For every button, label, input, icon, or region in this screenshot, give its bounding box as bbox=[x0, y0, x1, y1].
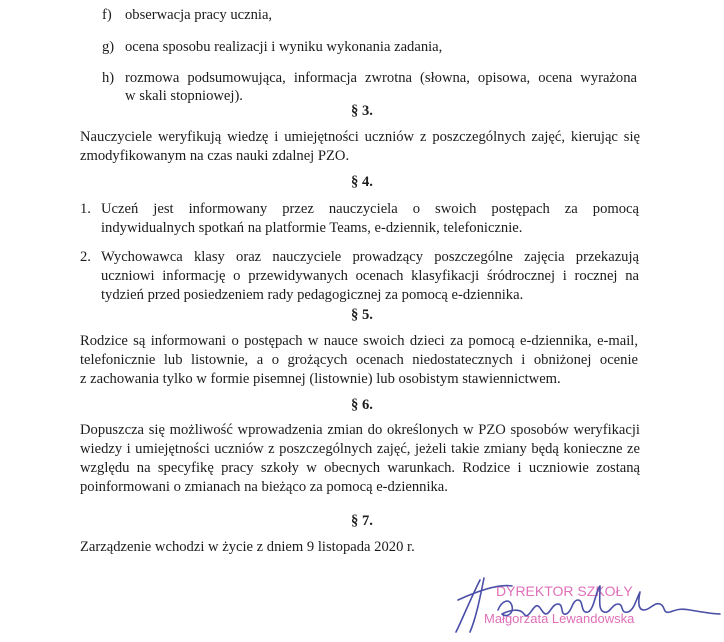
signature-stroke bbox=[456, 578, 512, 632]
section-heading-3: § 3. bbox=[351, 103, 373, 119]
list-label-h: h) bbox=[102, 70, 115, 86]
stamp-title: DYREKTOR SZKOŁY bbox=[496, 583, 633, 599]
list-item-h-line1: rozmowa podsumowująca, informacja zwrotna (słowna, opisowa, ocena wyrażona bbox=[125, 70, 637, 86]
section-5-line3: z zachowania tylko w formie pisemnej (listownie) lub osobistym stawiennictwem. bbox=[80, 371, 561, 387]
section-4-item1-line2: indywidualnych spotkań na platformie Teams, e-dziennik, telefonicznie. bbox=[101, 220, 523, 236]
section-4-item2-label: 2. bbox=[80, 249, 91, 265]
signature-stroke bbox=[498, 586, 720, 616]
section-heading-7: § 7. bbox=[351, 513, 373, 529]
section-4-item1-label: 1. bbox=[80, 201, 91, 217]
section-5-line2: telefonicznie lub listownie, a o grożących ocenach niedostatecznych i obniżonej ocenie bbox=[80, 352, 638, 368]
section-3-line2: zmodyfikowanym na czas nauki zdalnej PZO. bbox=[80, 148, 350, 164]
section-6-line3: względu na specyfikę pracy szkoły w obecnych warunkach. Rodzice i uczniowie zostaną bbox=[80, 460, 640, 476]
section-4-item1-line1: Uczeń jest informowany przez nauczyciela o swoich postępach za pomocą bbox=[101, 201, 639, 217]
section-4-item2-line2: uczniowi informację o przewidywanych ocenach klasyfikacji śródrocznej i rocznej na bbox=[101, 268, 639, 284]
list-item-h-line2: w skali stopniowej). bbox=[125, 88, 243, 104]
stamp-name: Małgorzata Lewandowska bbox=[484, 611, 635, 626]
section-6-line1: Dopuszcza się możliwość wprowadzenia zmian do określonych w PZO sposobów weryfikacji bbox=[80, 422, 640, 438]
section-3-line1: Nauczyciele weryfikują wiedzę i umiejętności uczniów z poszczególnych zajęć, kierując się bbox=[80, 129, 640, 145]
section-4-item2-line1: Wychowawca klasy oraz nauczyciele prowadzący poszczególne zajęcia przekazują bbox=[101, 249, 639, 265]
section-4-item2-line3: tydzień przed posiedzeniem rady pedagogicznej za pomocą e-dziennika. bbox=[101, 287, 524, 303]
section-6-line4: poinformowani o zmianach na bieżąco za pomocą e-dziennika. bbox=[80, 479, 448, 495]
list-item-g: ocena sposobu realizacji i wyniku wykonania zadania, bbox=[125, 39, 443, 55]
section-7-line1: Zarządzenie wchodzi w życie z dniem 9 listopada 2020 r. bbox=[80, 539, 415, 555]
signature-image bbox=[440, 570, 724, 642]
section-heading-6: § 6. bbox=[351, 397, 373, 413]
section-5-line1: Rodzice są informowani o postępach w nauce swoich dzieci za pomocą e-dziennika, e-mail, bbox=[80, 333, 638, 349]
list-label-f: f) bbox=[102, 7, 112, 23]
list-label-g: g) bbox=[102, 39, 115, 55]
list-item-f: obserwacja pracy ucznia, bbox=[125, 7, 273, 23]
section-heading-5: § 5. bbox=[351, 307, 373, 323]
section-heading-4: § 4. bbox=[351, 174, 373, 190]
section-6-line2: wiedzy i umiejętności uczniów z poszczególnych zajęć, jeżeli takie zmiany będą konieczne ze bbox=[80, 441, 640, 457]
